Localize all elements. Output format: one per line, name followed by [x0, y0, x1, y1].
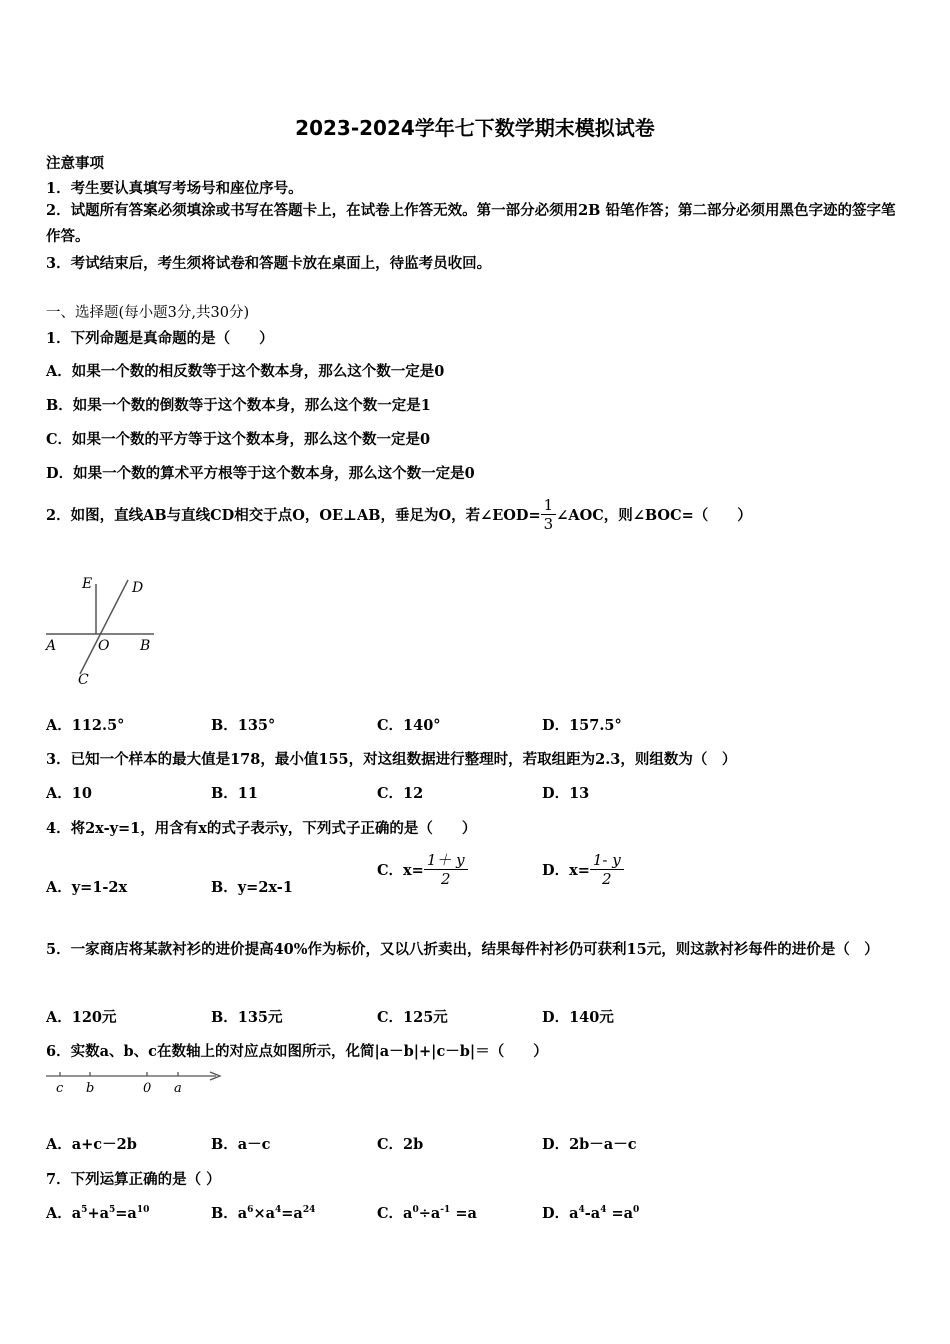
q7-d-exp2: 4 — [600, 1205, 607, 1215]
q7-a-exp1: 5 — [81, 1205, 88, 1215]
q4-option-c-label: C．x= — [377, 862, 424, 879]
q1-stem: 1．下列命题是真命题的是（ ） — [46, 330, 274, 347]
q1-option-b: B．如果一个数的倒数等于这个数本身，那么这个数一定是1 — [46, 397, 431, 414]
q3-option-a: A．10 — [46, 785, 92, 802]
label-c: C — [78, 672, 89, 688]
q7-c-eq: =a — [450, 1205, 477, 1222]
label-o: O — [98, 638, 110, 654]
q5-option-d: D．140元 — [542, 1009, 614, 1026]
q7-option-d — [542, 1202, 639, 1223]
q4-c-den: 2 — [440, 870, 451, 888]
notice-item-2: 2．试题所有答案必须填涂或书写在答题卡上，在试卷上作答无效。第一部分必须用2B 铅笔作答；第二部分必须用黑色字迹的签字笔作答。 — [46, 202, 896, 245]
q6-number-line — [44, 1066, 230, 1100]
q5-option-c: C．125元 — [377, 1009, 448, 1026]
q6-option-d: D．2b－a－c — [542, 1136, 637, 1153]
q6-option-a: A．a+c－2b — [46, 1136, 137, 1153]
q7-c-base2: a — [430, 1205, 441, 1222]
q4-option-b: B．y=2x-1 — [211, 879, 293, 896]
q7-b-eq: =a — [281, 1205, 303, 1222]
q7-c-exp2: -1 — [440, 1205, 451, 1215]
q5-option-a: A．120元 — [46, 1009, 117, 1026]
q7-a-exp3: 10 — [136, 1205, 150, 1215]
q5-option-b: B．135元 — [211, 1009, 283, 1026]
notice-item-1: 1．考生要认真填写考场号和座位序号。 — [46, 180, 303, 197]
q7-b-exp2: 4 — [275, 1205, 282, 1215]
q7-b-exp3: 24 — [302, 1205, 316, 1215]
line-cd — [80, 580, 128, 674]
q7-c-label: C． — [377, 1205, 404, 1222]
axis-label-0: 0 — [143, 1081, 152, 1096]
q7-b-base2: a — [265, 1205, 275, 1222]
q6-stem: 6．实数a、b、c在数轴上的对应点如图所示，化简|a－b|+|c－b|＝（ ） — [46, 1043, 548, 1060]
q2-stem-post: ∠AOC，则∠BOC=（ ） — [556, 507, 752, 524]
q3-stem: 3．已知一个样本的最大值是178，最小值155，对这组数据进行整理时，若取组距为2.3，则组数为（ ） — [46, 751, 737, 768]
q7-d-exp3: 0 — [633, 1205, 640, 1215]
q7-a-op: + — [87, 1205, 100, 1222]
q7-option-b — [211, 1202, 315, 1223]
q3-option-b: B．11 — [211, 785, 258, 802]
q7-a-label: A． — [46, 1205, 72, 1222]
q2-option-d: D．157.5° — [542, 717, 622, 734]
q4-option-d — [542, 851, 624, 888]
q4-c-num: 1＋ y — [424, 851, 468, 870]
notice-item-3: 3．考试结束后，考生须将试卷和答题卡放在桌面上，待监考员收回。 — [46, 255, 492, 272]
q2-option-c: C．140° — [377, 717, 441, 734]
q6-option-b: B．a－c — [211, 1136, 271, 1153]
q7-a-base2: a — [99, 1205, 109, 1222]
q1-option-a: A．如果一个数的相反数等于这个数本身，那么这个数一定是0 — [46, 363, 445, 380]
q4-stem: 4．将2x-y=1，用含有x的式子表示y，下列式子正确的是（ ） — [46, 820, 477, 837]
page-title: 2023-2024学年七下数学期末模拟试卷 — [295, 116, 655, 140]
q4-d-den: 2 — [602, 870, 612, 888]
q7-c-op: ÷ — [418, 1205, 431, 1222]
q2-frac-den: 3 — [543, 515, 554, 533]
q7-b-exp1: 6 — [247, 1205, 254, 1215]
q4-option-c — [377, 851, 468, 888]
q2-stem-pre: 2．如图，直线AB与直线CD相交于点O，OE⊥AB，垂足为O，若∠EOD= — [46, 507, 541, 524]
axis-label-b: b — [86, 1081, 95, 1096]
section-heading: 一、选择题(每小题3分,共30分) — [46, 305, 250, 321]
q7-a-base1: a — [71, 1205, 82, 1222]
axis-label-c: c — [56, 1081, 64, 1096]
q6-option-c: C．2b — [377, 1136, 424, 1153]
q4-option-d-fraction — [590, 851, 624, 888]
q5-stem: 5．一家商店将某款衬衫的进价提高40%作为标价，又以八折卖出，结果每件衬衫仍可获利15元，则这款衬衫每件的进价是（ ） — [46, 941, 879, 958]
q2-option-a: A．112.5° — [46, 717, 125, 734]
q7-stem: 7．下列运算正确的是（ ） — [46, 1171, 221, 1188]
q7-c-exp1: 0 — [412, 1205, 419, 1215]
q4-option-c-fraction — [424, 851, 468, 888]
q7-a-exp2: 5 — [109, 1205, 116, 1215]
q1-option-c: C．如果一个数的平方等于这个数本身，那么这个数一定是0 — [46, 431, 431, 448]
q7-b-base1: a — [237, 1205, 248, 1222]
q2-figure — [44, 574, 164, 690]
notice-heading: 注意事项 — [46, 155, 104, 172]
q2-frac-num: 1 — [541, 496, 557, 515]
q1-option-d: D．如果一个数的算术平方根等于这个数本身，那么这个数一定是0 — [46, 465, 475, 482]
q2-fraction — [541, 496, 557, 533]
q7-option-c — [377, 1202, 477, 1223]
q7-d-label: D． — [542, 1205, 570, 1222]
q7-d-base1: a — [569, 1205, 579, 1222]
q3-option-c: C．12 — [377, 785, 424, 802]
q7-d-exp1: 4 — [578, 1205, 585, 1215]
q3-option-d: D．13 — [542, 785, 590, 802]
q4-option-a: A．y=1-2x — [46, 879, 128, 896]
q7-b-label: B． — [211, 1205, 238, 1222]
q7-d-eq: =a — [606, 1205, 634, 1222]
q7-a-eq: =a — [115, 1205, 137, 1222]
q7-option-a — [46, 1202, 149, 1223]
label-e: E — [82, 576, 93, 592]
label-d: D — [132, 580, 144, 596]
q2-option-b: B．135° — [211, 717, 276, 734]
q2-stem — [46, 496, 752, 533]
label-a: A — [46, 638, 57, 654]
q7-d-base2: a — [590, 1205, 601, 1222]
axis-label-a: a — [174, 1081, 182, 1096]
q7-b-op: × — [253, 1205, 266, 1222]
q4-option-d-label: D．x= — [542, 862, 590, 879]
q7-c-base1: a — [403, 1205, 413, 1222]
label-b: B — [140, 638, 151, 654]
q7-d-op: - — [584, 1205, 591, 1222]
q4-d-num: 1- y — [590, 851, 624, 870]
